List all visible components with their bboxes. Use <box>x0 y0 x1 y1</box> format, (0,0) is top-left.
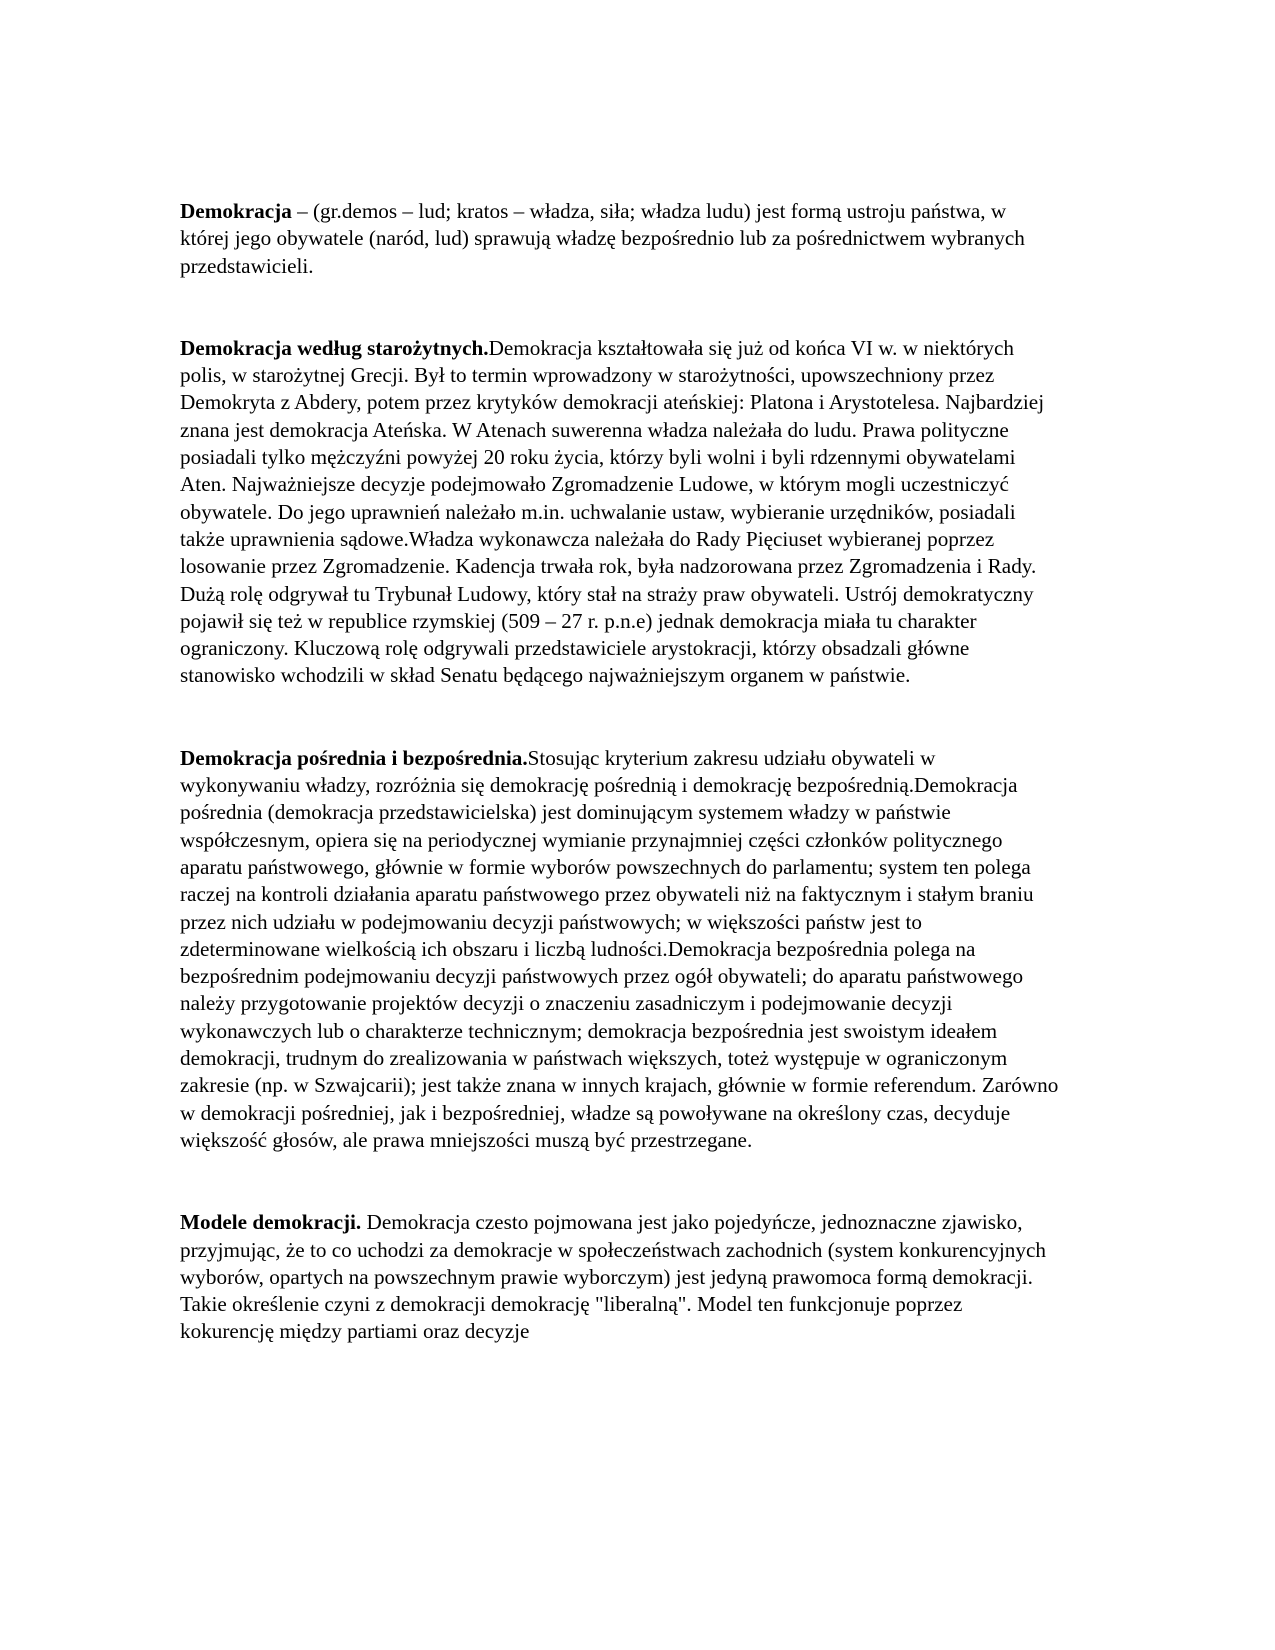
paragraph-heading: Demokracja pośrednia i bezpośrednia. <box>180 745 528 770</box>
paragraph-heading: Demokracja według starożytnych. <box>180 335 489 360</box>
paragraph-text: Demokracja czesto pojmowana jest jako pojedyńcze, jednoznaczne zjawisko, przyjmując, że to co uchodzi za demokracje w społeczeństwach zachodnich (system konkurencyjnych wyborów, opartych na powszechnym prawie wyborczym) jest jedyną prawomoca formą demokracji. Takie określenie czyni z demokracji demokrację "liberalną". Model ten funkcjonuje poprzez kokurencję między partiami oraz decyzje <box>180 1210 1046 1344</box>
paragraph-heading: Demokracja <box>180 199 292 223</box>
paragraph-democracy-models <box>180 1209 1060 1345</box>
paragraph-text: – (gr.demos – lud; kratos – władza, siła; władza ludu) jest formą ustroju państwa, w której jego obywatele (naród, lud) sprawują władzę bezpośrednio lub za pośrednictwem wybranych przedstawicieli. <box>180 199 1025 278</box>
paragraph-definition <box>180 198 1060 280</box>
paragraph-ancient-democracy <box>180 335 1060 690</box>
paragraph-text: Demokracja kształtowała się już od końca VI w. w niektórych polis, w starożytnej Grecji. Był to termin wprowadzony w starożytności, upowszechniony przez Demokryta z Abdery, potem przez krytyków demokracji ateńskiej: Platona i Arystotelesa. Najbardziej znana jest demokracja Ateńska. W Atenach suwerenna władza należała do ludu. Prawa polityczne posiadali tylko mężczyźni powyżej 20 roku życia, którzy byli wolni i byli rdzennymi obywatelami Aten. Najważniejsze decyzje podejmowało Zgromadzenie Ludowe, w którym mogli uczestniczyć obywatele. Do jego uprawnień należało m.in. uchwalanie ustaw, wybieranie urzędników, posiadali także uprawnienia sądowe.Władza wykonawcza należała do Rady Pięciuset wybieranej poprzez losowanie przez Zgromadzenie. Kadencja trwała rok, była nadzorowana przez Zgromadzenia i Rady. Dużą rolę odgrywał tu Trybunał Ludowy, który stał na straży praw obywateli. Ustrój demokratyczny pojawił się też w republice rzymskiej (509 – 27 r. p.n.e) jednak demokracja miała tu charakter ograniczony. Kluczową rolę odgrywali przedstawiciele arystokracji, którzy obsadzali główne stanowisko wchodzili w skład Senatu będącego najważniejszym organem w państwie. <box>180 335 1045 688</box>
paragraph-text: Stosując kryterium zakresu udziału obywateli w wykonywaniu władzy, rozróżnia się demokrację pośrednią i demokrację bezpośrednią.Demokracja pośrednia (demokracja przedstawicielska) jest dominującym systemem władzy w państwie współczesnym, opiera się na periodycznej wymianie przynajmniej części członków politycznego aparatu państwowego, głównie w formie wyborów powszechnych do parlamentu; system ten polega raczej na kontroli działania aparatu państwowego przez obywateli niż na faktycznym i stałym braniu przez nich udziału w podejmowaniu decyzji państwowych; w większości państw jest to zdeterminowane wielkością ich obszaru i liczbą ludności.Demokracja bezpośrednia polega na bezpośrednim podejmowaniu decyzji państwowych przez ogół obywateli; do aparatu państwowego należy przygotowanie projektów decyzji o znaczeniu zasadniczym i podejmowanie decyzji wykonawczych lub o charakterze technicznym; demokracja bezpośrednia jest swoistym ideałem demokracji, trudnym do zrealizowania w państwach większych, toteż występuje w ograniczonym zakresie (np. w Szwajcarii); jest także znana w innych krajach, głównie w formie referendum. Zarówno w demokracji pośredniej, jak i bezpośredniej, władze są powoływane na określony czas, decyduje większość głosów, ale prawa mniejszości muszą być przestrzegane. <box>180 745 1059 1152</box>
document-body <box>180 198 1060 1401</box>
paragraph-direct-indirect-democracy <box>180 745 1060 1154</box>
paragraph-heading: Modele demokracji. <box>180 1210 362 1235</box>
